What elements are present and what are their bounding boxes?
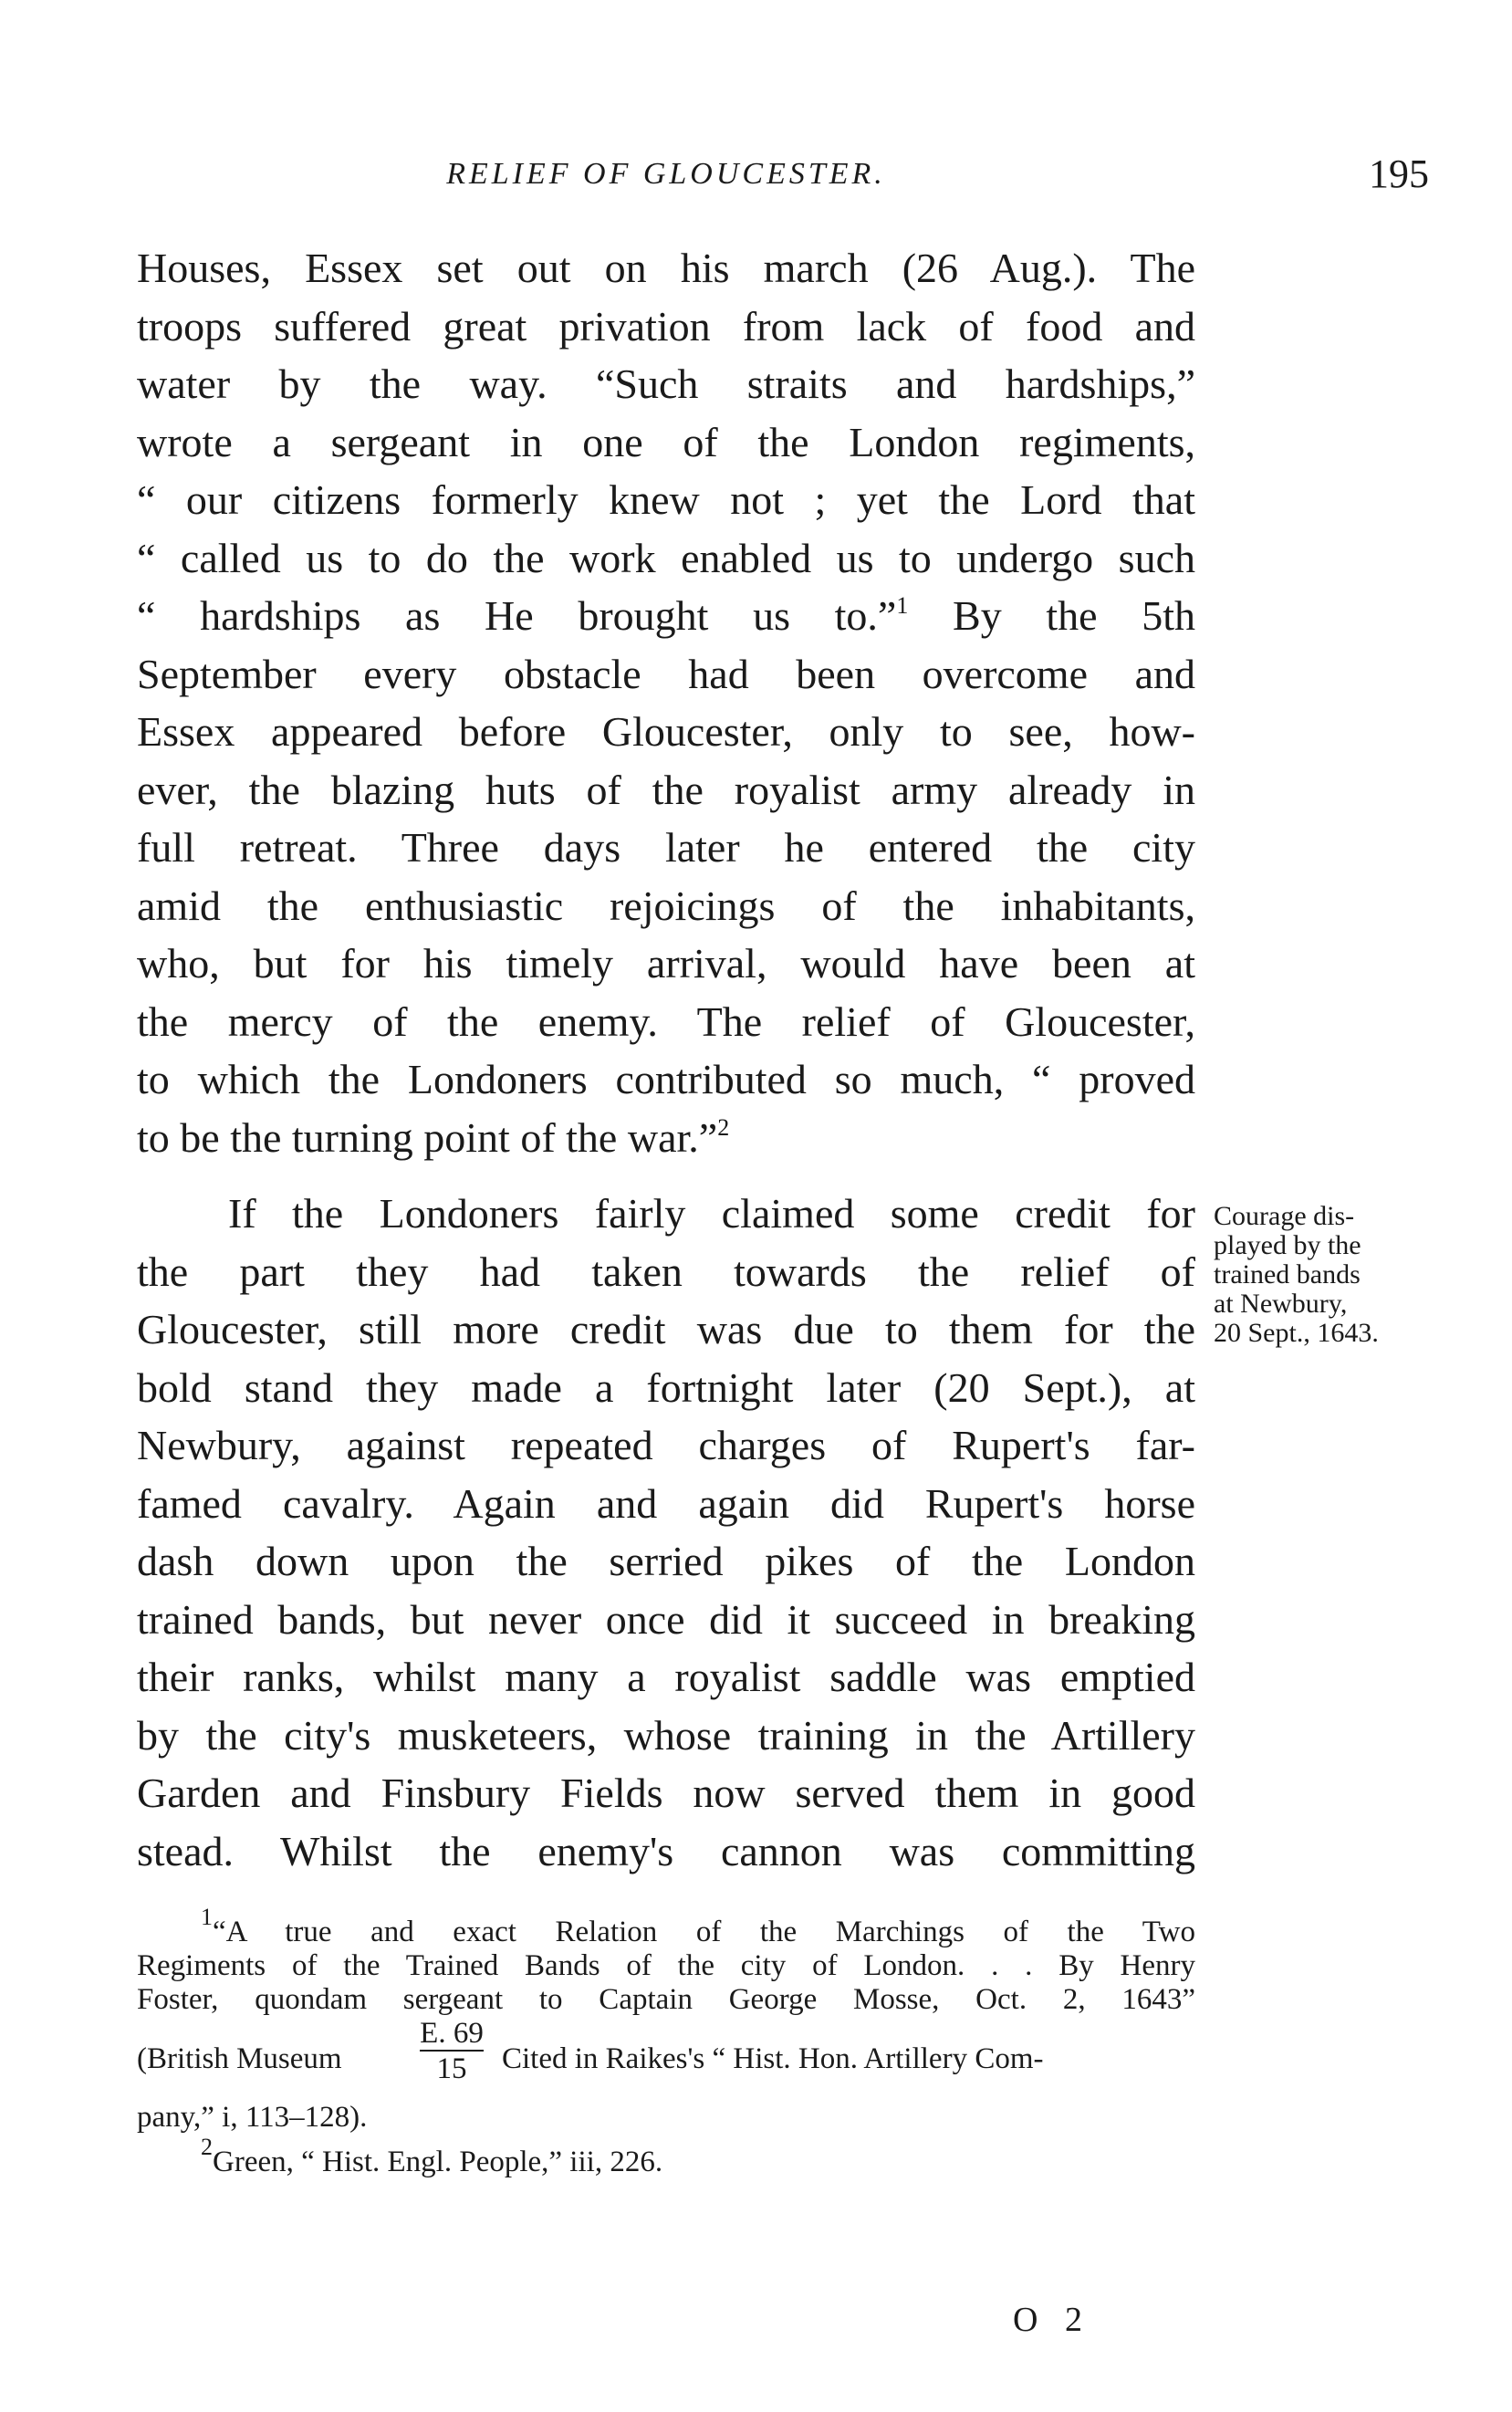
text-segment: “ hardships as He brought us to.” <box>137 592 897 639</box>
text-line: water by the way. “Such straits and hardships,” <box>137 360 1195 407</box>
footnote-1-line: Foster, quondam sergeant to Captain George Mosse, Oct. 2, 1643” <box>137 1983 1195 2016</box>
running-head: RELIEF OF GLOUCESTER. <box>446 157 886 191</box>
text-line: the part they had taken towards the relief of <box>137 1248 1195 1295</box>
text-line: If the Londoners fairly claimed some credit for <box>228 1190 1195 1237</box>
text-line: stead. Whilst the enemy's cannon was committing <box>137 1827 1195 1874</box>
footnote-1-line: Regiments of the Trained Bands of the city of London. . . By Henry <box>137 1949 1195 1982</box>
text-line <box>137 587 1195 645</box>
text-line: Garden and Finsbury Fields now served them in good <box>137 1770 1195 1816</box>
margin-note-line: Courage dis- <box>1214 1201 1355 1231</box>
footnote-1-line <box>137 1904 1195 1949</box>
page-number: 195 <box>1369 151 1429 196</box>
text-line: “ called us to do the work enabled us to undergo such <box>137 534 1195 581</box>
fraction-denominator: 15 <box>436 2052 467 2085</box>
text-line: Newbury, against repeated charges of Rupert's far- <box>137 1422 1195 1468</box>
text-line: amid the enthusiastic rejoicings of the inhabitants, <box>137 882 1195 929</box>
margin-note-line: at Newbury, <box>1214 1289 1348 1319</box>
margin-note-line: 20 Sept., 1643. <box>1214 1318 1379 1348</box>
margin-note-line: played by the <box>1214 1230 1361 1260</box>
text-line <box>137 1109 1195 1167</box>
text-line: wrote a sergeant in one of the London regiments, <box>137 418 1195 465</box>
text-line: “ our citizens formerly knew not ; yet the Lord that <box>137 476 1195 523</box>
text-line: bold stand they made a fortnight later (20 Sept.), at <box>137 1363 1195 1411</box>
text-segment: (British Museum <box>137 2042 342 2075</box>
text-segment: By the 5th <box>908 592 1195 639</box>
margin-note-line: trained bands <box>1214 1259 1361 1290</box>
text-line: the mercy of the enemy. The relief of Gloucester, <box>137 997 1195 1045</box>
text-line: dash down upon the serried pikes of the London <box>137 1538 1195 1584</box>
text-line: trained bands, but never once did it succeed in breaking <box>137 1595 1195 1643</box>
footnotes <box>137 1904 1195 2179</box>
footnote-1-fraction-line <box>137 2017 1195 2101</box>
text-segment: “A true and exact Relation of the Marchings of the Two <box>213 1916 1195 1948</box>
footnote-1-marker: 1 <box>201 1904 213 1930</box>
shelfmark-fraction <box>420 2017 484 2086</box>
text-segment: Green, “ Hist. Engl. People,” iii, 226. <box>213 2146 663 2178</box>
text-line: Houses, Essex set out on his march (26 Aug.). The <box>137 245 1195 291</box>
footnote-ref-2[interactable]: 2 <box>717 1113 730 1141</box>
margin-note <box>1214 1202 1487 1348</box>
text-line: famed cavalry. Again and again did Rupert's horse <box>137 1479 1195 1527</box>
footnote-2-line <box>137 2134 1195 2179</box>
footnote-ref-1[interactable]: 1 <box>896 592 909 619</box>
text-line: Essex appeared before Gloucester, only to see, how- <box>137 708 1195 755</box>
footnote-2-marker: 2 <box>201 2134 213 2160</box>
text-line: Gloucester, still more credit was due to them for the <box>137 1306 1195 1352</box>
fraction-numerator: E. 69 <box>420 2017 484 2050</box>
text-segment: to be the turning point of the war.” <box>137 1113 718 1161</box>
text-line: their ranks, whilst many a royalist saddle was emptied <box>137 1654 1195 1700</box>
text-line: troops suffered great privation from lack of food and <box>137 302 1195 350</box>
text-segment: Cited in Raikes's “ Hist. Hon. Artillery Com- <box>502 2042 1044 2075</box>
text-line: who, but for his timely arrival, would have been at <box>137 940 1195 987</box>
footnote-1-line: pany,” i, 113–128). <box>137 2101 368 2134</box>
signature-mark: O 2 <box>1013 2301 1091 2339</box>
text-line: September every obstacle had been overcome and <box>137 650 1195 697</box>
body-text <box>137 239 1195 1880</box>
text-line: to which the Londoners contributed so much, “ proved <box>137 1056 1195 1102</box>
text-line: ever, the blazing huts of the royalist army already in <box>137 766 1195 813</box>
text-line: full retreat. Three days later he entered the city <box>137 824 1195 871</box>
text-line: by the city's musketeers, whose training in the Artillery <box>137 1711 1195 1759</box>
